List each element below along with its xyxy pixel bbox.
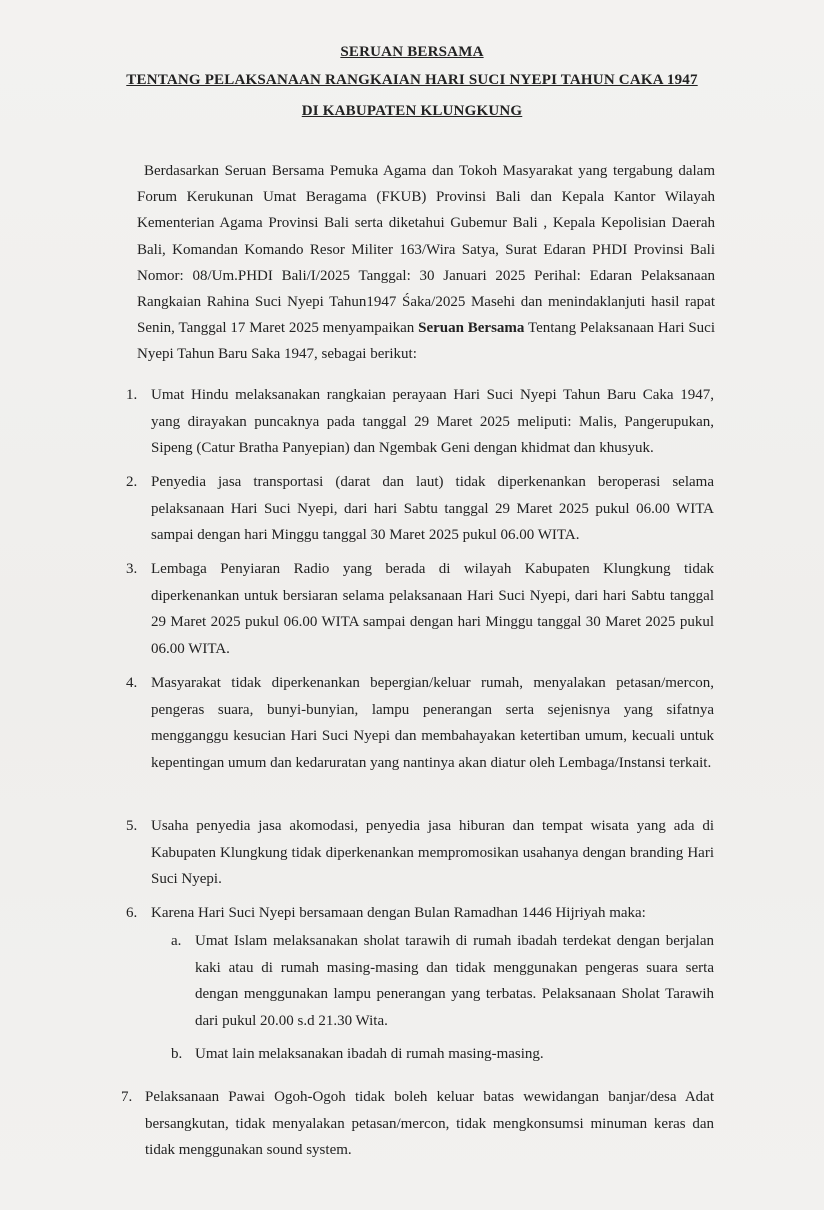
intro-text: Berdasarkan Seruan Bersama Pemuka Agama dan Tokoh Masyarakat yang tergabung dalam Forum Kerukunan Umat Beragama (FKUB) Provinsi Bali dan Kepala Kantor Wilayah Kementerian Agama Provinsi Bali serta diketahui Gubemur Bali , Kepala Kepolisian Daerah Bali, Komandan Komando Resor Militer 163/Wira Satya, Surat Edaran PHDI Provinsi Bali Nomor: 08/Um.PHDI Bali/I/2025 Tanggal: 30 Januari 2025 Perihal: Edaran Pelaksanaan Rangkaian Rahina Suci Nyepi Tahun1947 Śaka/2025 Masehi dan menindaklanjuti hasil rapat Senin, Tanggal 17 Maret 2025 menyampaikan: [137, 163, 715, 337]
item-number: 7.: [121, 1089, 133, 1105]
sub-item-letter: a.: [171, 933, 182, 949]
list-item: Karena Hari Suci Nyepi bersamaan dengan Bulan Ramadhan 1446 Hijriyah maka:: [151, 905, 646, 921]
intro-text-end: Tentang Pelaksanaan Hari Suci Nyepi Tahun Baru Saka 1947, sebagai berikut:: [137, 320, 715, 363]
list-item: Usaha penyedia jasa akomodasi, penyedia jasa hiburan dan tempat wisata yang ada di Kabupaten Klungkung tidak diperkenankan mempromosikan usahanya dengan branding Hari Suci Nyepi.: [151, 818, 714, 887]
list-item: Masyarakat tidak diperkenankan bepergian/keluar rumah, menyalakan petasan/mercon, pengeras suara, bunyi-bunyian, lampu penerangan serta sejenisnya yang sifatnya mengganggu kesucian Hari Suci Nyepi dan membahayakan ketertiban umum, kecuali untuk kepentingan umum dan kedaruratan yang nantinya akan diatur oleh Lembaga/Instansi terkait.: [151, 675, 714, 771]
item-number: 3.: [126, 561, 138, 577]
list-item: Lembaga Penyiaran Radio yang berada di wilayah Kabupaten Klungkung tidak diperkenankan untuk bersiaran selama pelaksanaan Hari Suci Nyepi, dari hari Sabtu tanggal 29 Maret 2025 pukul 06.00 WITA sampai dengan hari Minggu tanggal 30 Maret 2025 pukul 06.00 WITA.: [151, 561, 714, 657]
item-number: 2.: [126, 474, 138, 490]
item-number: 6.: [126, 905, 138, 921]
list-item: Penyedia jasa transportasi (darat dan laut) tidak diperkenankan beroperasi selama pelaksanaan Hari Suci Nyepi, dari hari Sabtu tanggal 29 Maret 2025 pukul 06.00 WITA sampai dengan hari Minggu tanggal 30 Maret 2025 pukul 06.00 WITA.: [151, 474, 714, 543]
item-number: 4.: [126, 675, 138, 691]
sub-list-item: Umat Islam melaksanakan sholat tarawih di rumah ibadah terdekat dengan berjalan kaki atau di rumah masing-masing dan tidak menggunakan pengeras suara serta dengan menggunakan lampu penerangan yang terbatas. Pelaksanaan Sholat Tarawih dari pukul 20.00 s.d 21.30 Wita.: [195, 933, 714, 1029]
list-item: Pelaksanaan Pawai Ogoh-Ogoh tidak boleh keluar batas wewidangan banjar/desa Adat bersangkutan, tidak menyalakan petasan/mercon, tidak mengkonsumsi minuman keras dan tidak menggunakan sound system.: [145, 1089, 714, 1158]
item-number: 5.: [126, 818, 138, 834]
item-number: 1.: [126, 387, 138, 403]
sub-item-letter: b.: [171, 1046, 183, 1062]
intro-bold-text: Seruan Bersama: [418, 320, 525, 337]
document-title: SERUAN BERSAMA: [340, 44, 484, 60]
sub-list-item: Umat lain melaksanakan ibadah di rumah masing-masing.: [195, 1046, 544, 1062]
list-item: Umat Hindu melaksanakan rangkaian perayaan Hari Suci Nyepi Tahun Baru Caka 1947, yang dirayakan puncaknya pada tanggal 29 Maret 2025 meliputi: Malis, Pangerupukan, Sipeng (Catur Bratha Panyepian) dan Ngembak Geni dengan khidmat dan khusyuk.: [151, 387, 714, 456]
intro-paragraph: [137, 158, 715, 368]
document-subtitle-region: DI KABUPATEN KLUNGKUNG: [301, 103, 523, 119]
document-subtitle: TENTANG PELAKSANAAN RANGKAIAN HARI SUCI NYEPI TAHUN CAKA 1947: [126, 72, 698, 88]
